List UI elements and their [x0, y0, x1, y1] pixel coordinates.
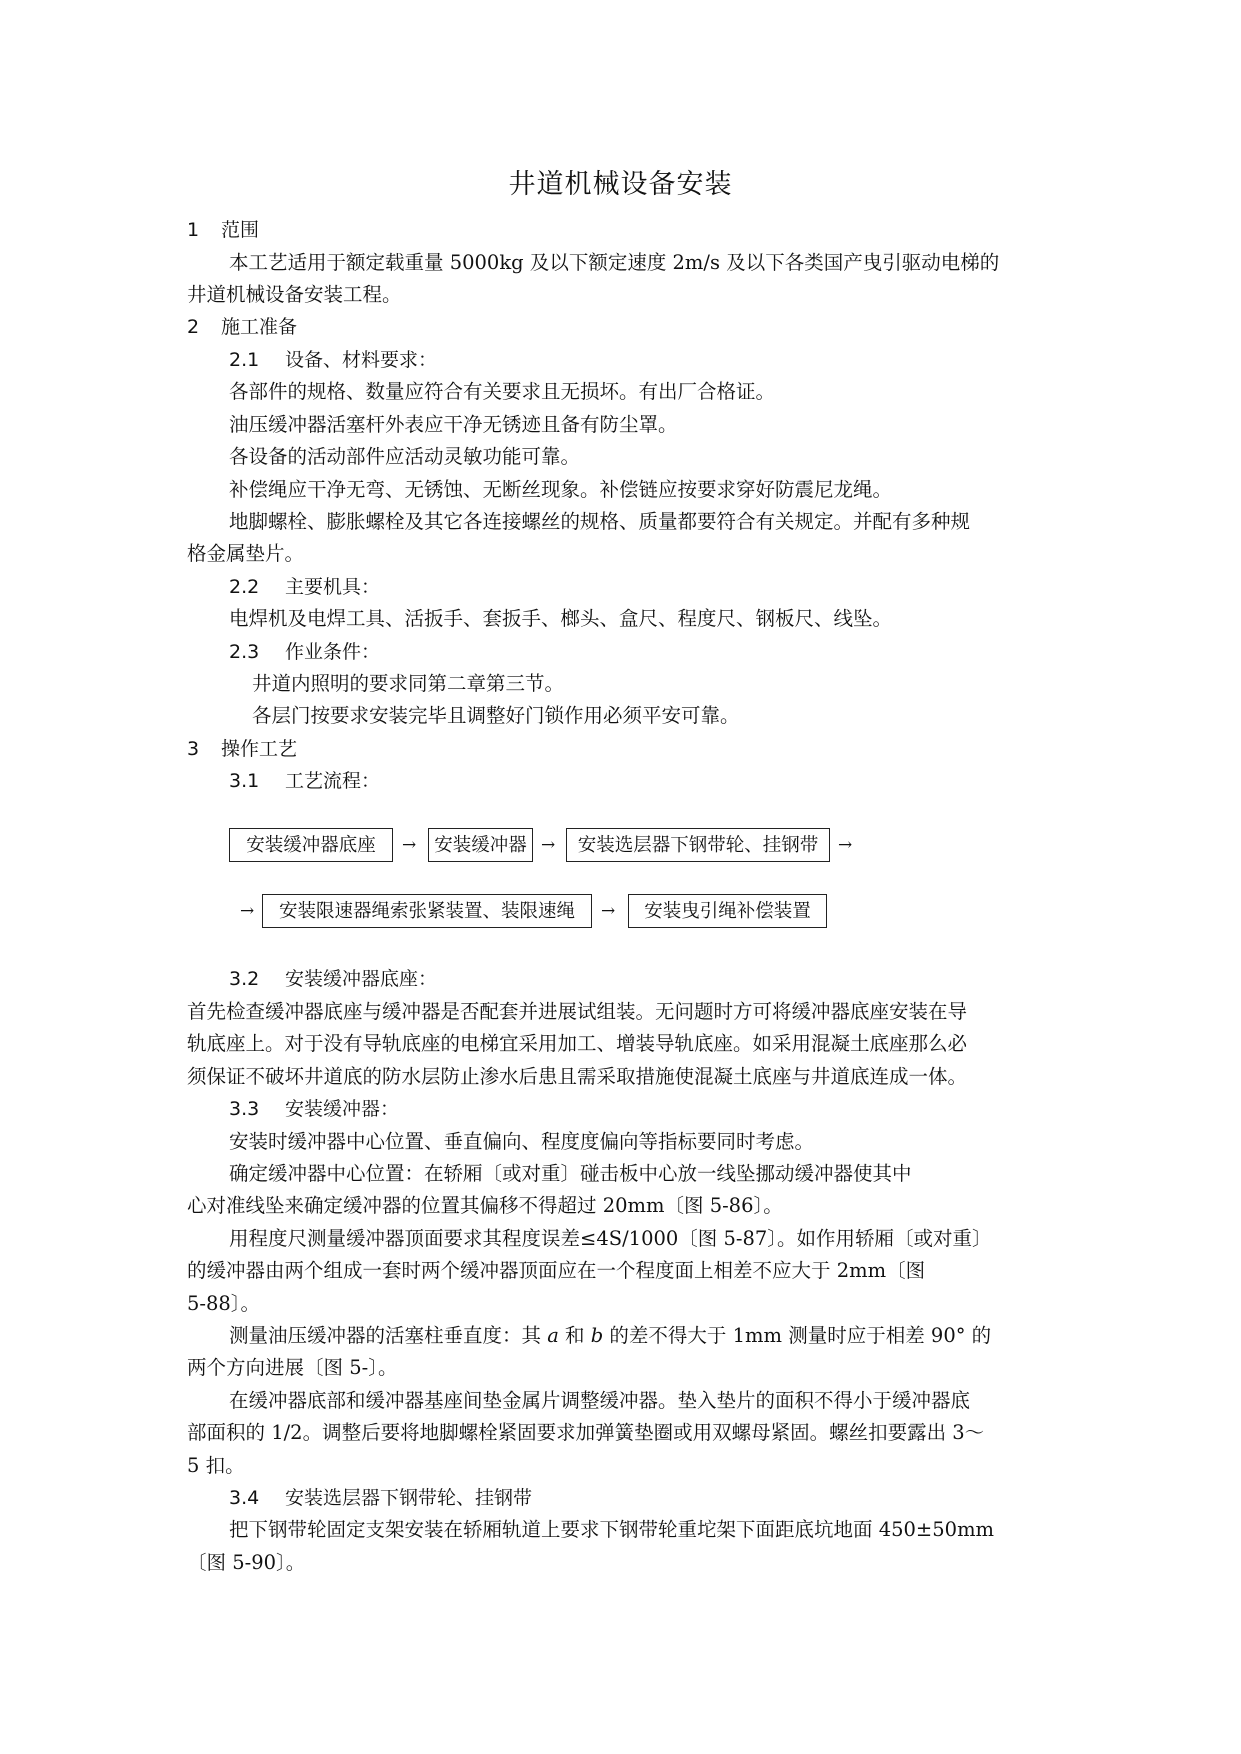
paragraph-line: 地脚螺栓、膨胀螺栓及其它各连接螺丝的规格、质量都要符合有关规定。并配有多种规 [229, 510, 971, 533]
subsection-number: 2.1 [229, 349, 260, 371]
subsection-number: 3.1 [229, 770, 260, 792]
subsection-number: 3.2 [229, 968, 260, 990]
section-title: 施工准备 [221, 316, 298, 338]
paragraph-line: 部面积的 1/2。调整后要将地脚螺栓紧固要求加弹簧垫圈或用双螺母紧固。螺丝扣要露出 3～ [187, 1421, 985, 1444]
section-2-heading [187, 315, 297, 339]
flow-arrow: → [541, 835, 556, 855]
subsection-title: 安装缓冲器： [285, 1098, 400, 1120]
section-title: 范围 [221, 219, 260, 241]
paragraph-line: 各设备的活动部件应活动灵敏功能可靠。 [229, 445, 581, 468]
flow-arrow: → [601, 901, 616, 921]
section-3-heading [187, 737, 297, 761]
subsection-2-3-heading [229, 640, 380, 664]
flow-step-install-compensation: 安装曳引绳补偿装置 [628, 894, 827, 928]
paragraph-line: 格金属垫片。 [187, 542, 305, 565]
section-number: 1 [187, 219, 200, 241]
paragraph-line: 电焊机及电焊工具、活扳手、套扳手、榔头、盒尺、程度尺、钢板尺、线坠。 [229, 607, 893, 630]
subsection-3-4-heading [229, 1486, 532, 1510]
flow-step-install-buffer-base: 安装缓冲器底座 [229, 828, 393, 862]
section-title: 操作工艺 [221, 738, 298, 760]
subsection-number: 2.3 [229, 641, 260, 663]
paragraph-line: 安装时缓冲器中心位置、垂直偏向、程度度偏向等指标要同时考虑。 [229, 1130, 815, 1153]
subsection-title: 设备、材料要求： [285, 349, 438, 371]
paragraph-line: 把下钢带轮固定支架安装在轿厢轨道上要求下钢带轮重坨架下面距底坑地面 450±50mm [229, 1518, 995, 1541]
section-number: 2 [187, 316, 200, 338]
subsection-title: 作业条件： [285, 641, 381, 663]
paragraph-line: 确定缓冲器中心位置：在轿厢〔或对重〕碰击板中心放一线坠挪动缓冲器使其中 [229, 1162, 912, 1185]
paragraph-line: 井道机械设备安装工程。 [187, 283, 402, 306]
paragraph-line: 5 扣。 [187, 1454, 245, 1477]
subsection-title: 主要机具： [285, 576, 381, 598]
subsection-number: 3.4 [229, 1487, 260, 1509]
flow-arrow: → [838, 835, 853, 855]
paragraph-line: 〔图 5-90〕。 [187, 1551, 306, 1574]
document-title: 井道机械设备安装 [508, 169, 733, 200]
paragraph-line: 井道内照明的要求同第二章第三节。 [252, 672, 565, 695]
paragraph-line: 轨底座上。对于没有导轨底座的电梯宜采用加工、增装导轨底座。如采用混凝土底座那么必 [187, 1032, 968, 1055]
subsection-2-2-heading [229, 575, 380, 599]
paragraph-line: 各层门按要求安装完毕且调整好门锁作用必须平安可靠。 [252, 704, 740, 727]
paragraph-line: 各部件的规格、数量应符合有关要求且无损坏。有出厂合格证。 [229, 380, 776, 403]
subsection-2-1-heading [229, 348, 437, 372]
subsection-3-2-heading [229, 967, 437, 991]
subsection-number: 2.2 [229, 576, 260, 598]
subsection-3-1-heading [229, 769, 380, 793]
subsection-title: 工艺流程： [285, 770, 381, 792]
flow-arrow: → [402, 835, 417, 855]
flow-arrow: → [240, 901, 255, 921]
paragraph-line: 油压缓冲器活塞杆外表应干净无锈迹且备有防尘罩。 [229, 413, 678, 436]
paragraph-line: 本工艺适用于额定载重量 5000kg 及以下额定速度 2m/s 及以下各类国产曳引驱动电梯的 [229, 251, 1000, 274]
flow-step-install-selector-steel-belt: 安装选层器下钢带轮、挂钢带 [566, 828, 830, 862]
flow-step-install-buffer: 安装缓冲器 [428, 828, 533, 862]
paragraph-line: 心对准线坠来确定缓冲器的位置其偏移不得超过 20mm〔图 5-86〕。 [187, 1194, 783, 1217]
paragraph-line: 须保证不破坏井道底的防水层防止渗水后患且需采取措施使混凝土底座与井道底连成一体。 [187, 1065, 968, 1088]
subsection-number: 3.3 [229, 1098, 260, 1120]
paragraph-line: 补偿绳应干净无弯、无锈蚀、无断丝现象。补偿链应按要求穿好防震尼龙绳。 [229, 478, 893, 501]
subsection-title: 安装缓冲器底座： [285, 968, 438, 990]
paragraph-line: 5-88〕。 [187, 1292, 261, 1315]
paragraph-line [229, 1324, 991, 1348]
paragraph-line: 首先检查缓冲器底座与缓冲器是否配套并进展试组装。无问题时方可将缓冲器底座安装在导 [187, 1000, 968, 1023]
paragraph-line: 用程度尺测量缓冲器顶面要求其程度误差≤4S/1000〔图 5-87〕。如作用轿厢〔或对重〕 [229, 1227, 992, 1250]
subsection-3-3-heading [229, 1097, 399, 1121]
paragraph-line: 在缓冲器底部和缓冲器基座间垫金属片调整缓冲器。垫入垫片的面积不得小于缓冲器底 [229, 1389, 971, 1412]
subsection-title: 安装选层器下钢带轮、挂钢带 [285, 1487, 533, 1509]
text-run: 的差不得大于 1mm 测量时应于相差 90° 的 [603, 1324, 992, 1347]
section-number: 3 [187, 738, 200, 760]
paragraph-line: 两个方向进展〔图 5-〕。 [187, 1356, 398, 1379]
paragraph-line: 的缓冲器由两个组成一套时两个缓冲器顶面应在一个程度面上相差不应大于 2mm〔图 [187, 1259, 926, 1282]
variable-a: a [547, 1324, 559, 1347]
variable-b: b [590, 1324, 604, 1347]
flow-step-install-governor-tensioner: 安装限速器绳索张紧装置、装限速绳 [262, 894, 592, 928]
text-run: 和 [558, 1324, 591, 1347]
section-1-heading [187, 218, 259, 242]
text-run: 测量油压缓冲器的活塞柱垂直度：其 [229, 1324, 548, 1347]
